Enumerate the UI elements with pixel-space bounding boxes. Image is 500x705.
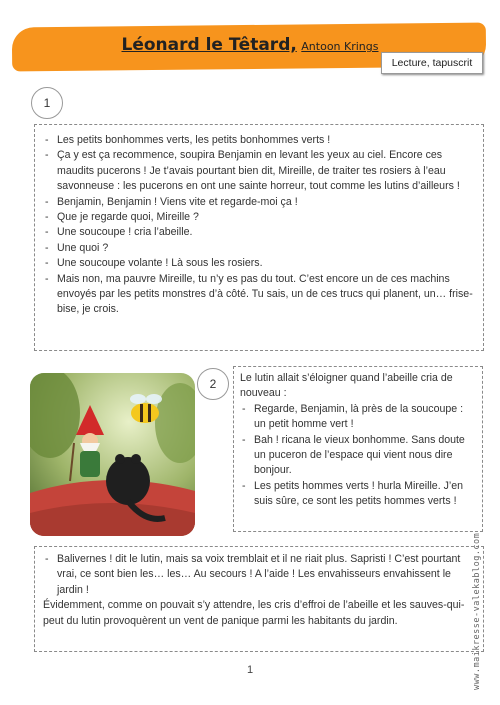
section-number-1: 1 [31, 87, 63, 119]
narration-paragraph: Évidemment, comme on pouvait s’y attendre, les cris d’effroi de l’abeille et les sauves-qui-peut du lutin provoquèrent un vent de panique parmi les habitants du jardin. [43, 599, 465, 627]
dialogue-line: - Benjamin, Benjamin ! Viens vite et regarde-moi ça ! [43, 195, 475, 210]
story-illustration [30, 373, 195, 536]
category-tag: Lecture, tapuscrit [381, 52, 483, 74]
blog-watermark [470, 470, 486, 690]
dialogue-line: - Mais non, ma pauvre Mireille, tu n’y es pas du tout. C’est encore un de ces machins envoyés par les petits monstres d’à côté. Tu sais, un de ces trucs qui planent, un… frise-bise, je crois. [43, 272, 475, 318]
dialogue-line: - Balivernes ! dit le lutin, mais sa voix tremblait et il ne riait plus. Sapristi ! C’est pourtant vrai, ce sont bien les… les… Au secours ! A l’aide ! Les envahisseurs envahissent le jardin ! [43, 552, 475, 598]
book-title: Léonard le Têtard, [121, 35, 297, 55]
dialogue-line: - Une soucoupe volante ! Là sous les rosiers. [43, 256, 475, 271]
text-box-2 [233, 366, 483, 532]
dialogue-line: - Une quoi ? [43, 241, 475, 256]
book-author: Antoon Krings [301, 40, 379, 53]
dialogue-line: - Une soucoupe ! cria l’abeille. [43, 225, 475, 240]
section-number-2: 2 [197, 368, 229, 400]
dialogue-line: - Ça y est ça recommence, soupira Benjamin en levant les yeux au ciel. Encore ces maudits pucerons ! Je t’avais pourtant bien dit, Mireille, de traiter tes rosiers à l’eau savonneuse : les pucerons en ont une sainte horreur, tout comme les lutins d’ailleurs ! [43, 148, 475, 194]
dialogue-line: - Bah ! ricana le vieux bonhomme. Sans doute un puceron de l’espace qui vient nous dire bonjour. [240, 433, 476, 479]
dialogue-line: - Regarde, Benjamin, là près de la soucoupe : un petit homme vert ! [240, 402, 476, 433]
dialogue-line: - Les petits bonhommes verts, les petits bonhommes verts ! [43, 133, 475, 148]
text-box-1 [34, 124, 484, 351]
narration-line: Le lutin allait s’éloigner quand l’abeille cria de nouveau : [240, 372, 453, 400]
blog-url: www.maikresse-valekablog.com [472, 532, 482, 690]
dialogue-line: - Que je regarde quoi, Mireille ? [43, 210, 475, 225]
dialogue-line: - Les petits hommes verts ! hurla Mireille. J’en suis sûre, ce sont les petits hommes verts ! [240, 479, 476, 510]
page-number: 1 [246, 664, 254, 676]
text-box-3 [34, 546, 484, 652]
